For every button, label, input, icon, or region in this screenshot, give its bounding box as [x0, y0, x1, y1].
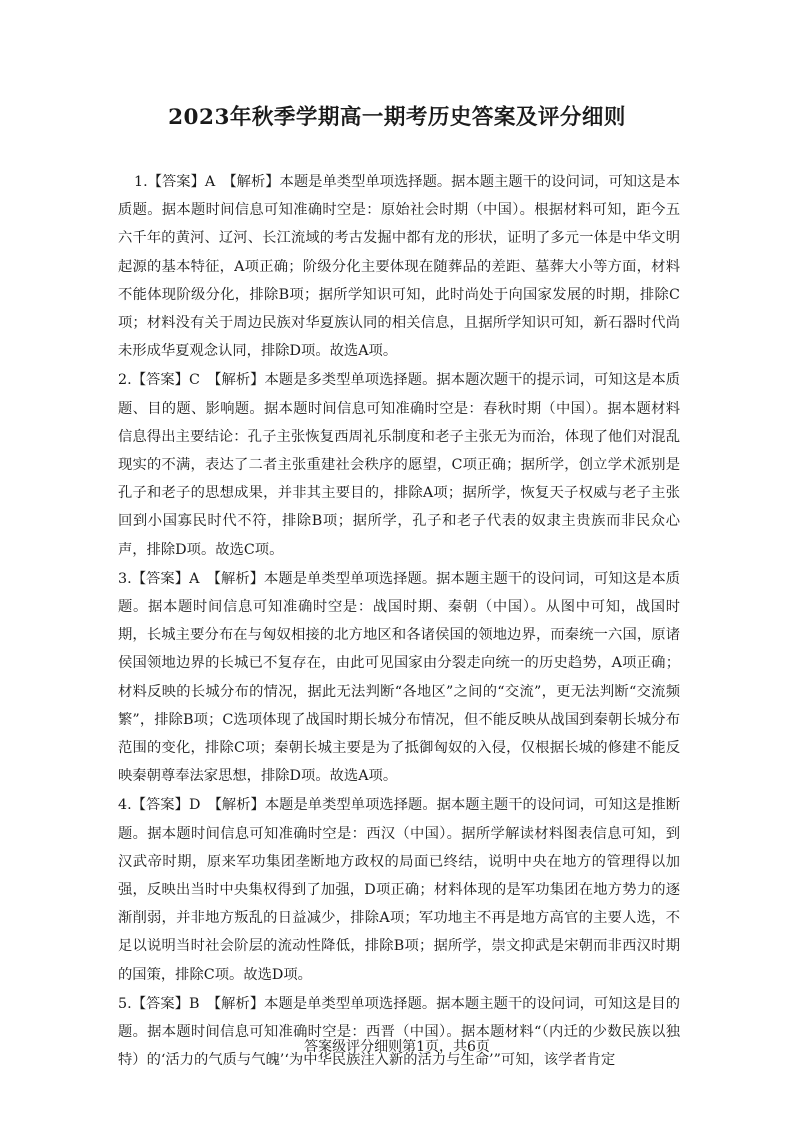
answer-item [118, 565, 680, 791]
answer-number: 1. [134, 174, 148, 190]
page-footer: 答案级评分细则第1页，共6页 [304, 1039, 490, 1055]
answer-text: 【答案】B 【解析】本题是单类型单项选择题。据本题主题干的设问词，可知这是目的题。据本题时间信息可知准确时空是：西晋（中国）。据本题材料“（内迁的少数民族以独特）的‘活力的气质与气魄’‘为中华民族注入新的活力与生命’”可知，该学者肯定 [118, 995, 680, 1069]
answer-item [118, 366, 680, 563]
document-title: 2023年秋季学期高一期考历史答案及评分细则 [168, 105, 626, 130]
answer-text: 【答案】A 【解析】本题是单类型单项选择题。据本题主题干的设问词，可知这是本质题。据本题时间信息可知准确时空是：原始社会时期（中国）。根据材料可知，距今五六千年的黄河、辽河、长江流域的考古发掘中都有龙的形状，证明了多元一体是中华文明起源的基本特征，A项正确；阶级分化主要体现在随葬品的差距、墓葬大小等方面，材料不能体现阶级分化，排除B项；据所学知识可知，此时尚处于向国家发展的时期，排除C项；材料没有关于周边民族对华夏族认同的相关信息，且据所学知识可知，新石器时代尚未形成华夏观念认同，排除D项。故选A项。 [118, 174, 680, 360]
answer-number: 4. [118, 797, 132, 814]
answer-number: 5. [118, 995, 132, 1012]
answer-number: 2. [118, 372, 132, 389]
answer-text: 【答案】C 【解析】本题是多类型单项选择题。据本题次题干的提示词，可知这是本质题、目的题、影响题。据本题时间信息可知准确时空是：春秋时期（中国）。据本题材料信息得出主要结论：孔子主张恢复西周礼乐制度和老子主张无为而治，体现了他们对混乱现实的不满，表达了二者主张重建社会秩序的愿望，C项正确；据所学，创立学术派别是孔子和老子的思想成果，并非其主要目的，排除A项；据所学，恢复天子权威与老子主张回到小国寡民时代不符，排除B项；据所学，孔子和老子代表的奴隶主贵族而非民众心声，排除D项。故选C项。 [118, 372, 680, 558]
answer-item [118, 990, 680, 1075]
answer-list [118, 168, 680, 1076]
answer-item [118, 791, 680, 988]
answer-text: 【答案】A 【解析】本题是单类型单项选择题。据本题主题干的设问词，可知这是本质题。据本题时间信息可知准确时空是：战国时期、秦朝（中国）。从图中可知，战国时期，长城主要分布在与匈奴相接的北方地区和各诸侯国的领地边界，而秦统一六国，原诸侯国领地边界的长城已不复存在，由此可见国家由分裂走向统一的历史趋势，A项正确；材料反映的长城分布的情况，据此无法判断“各地区”之间的“交流”，更无法判断“交流频繁”，排除B项；C选项体现了战国时期长城分布情况，但不能反映从战国到秦朝长城分布范围的变化，排除C项；秦朝长城主要是为了抵御匈奴的入侵，仅根据长城的修建不能反映秦朝尊奉法家思想，排除D项。故选A项。 [118, 570, 680, 785]
answer-number: 3. [118, 570, 132, 587]
answer-text: 【答案】D 【解析】本题是单类型单项选择题。据本题主题干的设问词，可知这是推断题。据本题时间信息可知准确时空是：西汉（中国）。据所学解读材料图表信息可知，到汉武帝时期，原来军功集团垄断地方政权的局面已终结，说明中央在地方的管理得以加强，反映出当时中央集权得到了加强，D项正确；材料体现的是军功集团在地方势力的逐渐削弱，并非地方叛乱的日益减少，排除A项；军功地主不再是地方高官的主要人选，不足以说明当时社会阶层的流动性降低，排除B项；据所学，崇文抑武是宋朝而非西汉时期的国策，排除C项。故选D项。 [118, 797, 680, 983]
answer-item [118, 168, 680, 365]
